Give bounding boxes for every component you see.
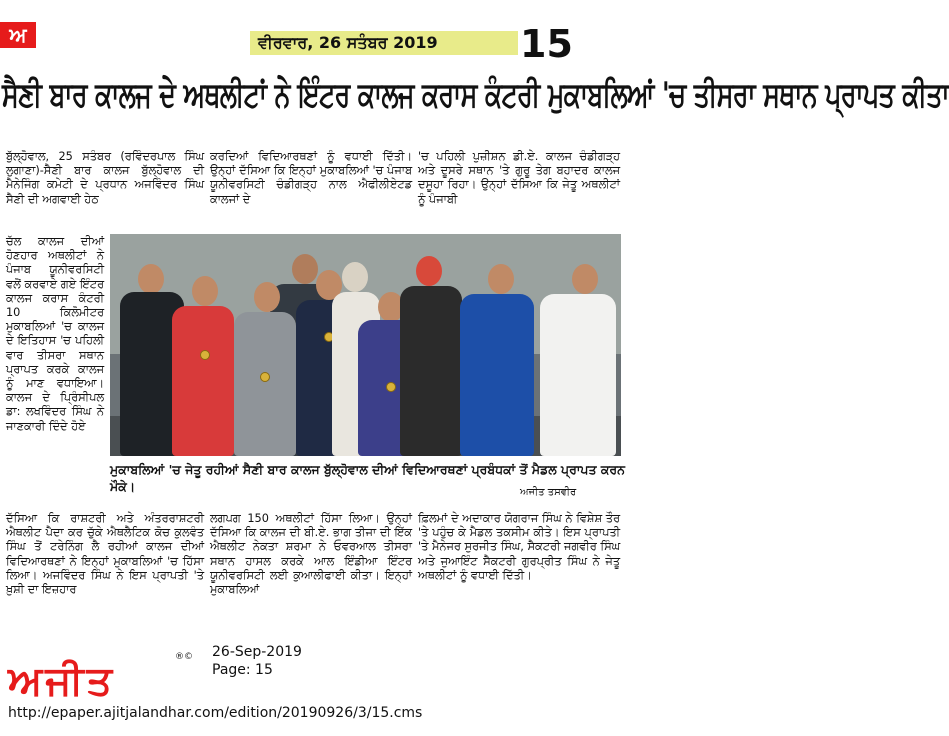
photo-person-head bbox=[572, 264, 598, 294]
photo-credit: ਅਜੀਤ ਤਸਵੀਰ bbox=[520, 487, 577, 498]
article-col1-bottom: ਦੱਸਿਆ ਕਿ ਰਾਸ਼ਟਰੀ ਅਤੇ ਅੰਤਰਰਾਸ਼ਟਰੀ ਐਥਲੀਟ ਪੈਦਾ ਕਰ ਚੁੱਕੇ ਐਥਲੈਟਿਕ ਕੋਚ ਕੁਲਵੰਤ ਸਿੰਘ ਤੋਂ ਟਰੇਨਿੰਗ ਲੈ ਰਹੀਆਂ ਕਾਲਜ ਦੀਆਂ ਵਿਦਿਆਰਥਣਾਂ ਨੇ ਇਨ੍ਹਾਂ ਮੁਕਾਬਲਿਆਂ 'ਚ ਹਿੱਸਾ ਲਿਆ। ਅਜਵਿੰਦਰ ਸਿੰਘ ਨੇ ਇਸ ਪ੍ਰਾਪਤੀ 'ਤੇ ਖ਼ੁਸ਼ੀ ਦਾ ਇਜ਼ਹਾਰ bbox=[6, 512, 204, 597]
article-col3-bottom: ਫ਼ਿਲਮਾਂ ਦੇ ਅਦਾਕਾਰ ਯੋਗਰਾਜ ਸਿੰਘ ਨੇ ਵਿਸ਼ੇਸ਼ ਤੌਰ 'ਤੇ ਪਹੁੰਚ ਕੇ ਮੈਡਲ ਤਕਸੀਮ ਕੀਤੇ। ਇਸ ਪ੍ਰਾਪਤੀ 'ਤੇ ਮੈਨੇਜਰ ਸੁਰਜੀਤ ਸਿੰਘ, ਸੈਕਟਰੀ ਜਗਵੀਰ ਸਿੰਘ ਅਤੇ ਜੁਆਇੰਟ ਸੈਕਟਰੀ ਗੁਰਪ੍ਰੀਤ ਸਿੰਘ ਨੇ ਜੇਤੂ ਅਥਲੀਟਾਂ ਨੂੰ ਵਧਾਈ ਦਿੱਤੀ। bbox=[418, 512, 620, 582]
photo-person bbox=[234, 312, 296, 456]
photo-person bbox=[460, 294, 534, 456]
photo-person bbox=[172, 306, 234, 456]
article-col1-top: ਬੁੱਲ੍ਹੋਵਾਲ, 25 ਸਤੰਬਰ (ਰਵਿੰਦਰਪਾਲ ਸਿੰਘ ਲੁਗਾਣਾ)-ਸੈਣੀ ਬਾਰ ਕਾਲਜ ਬੁੱਲ੍ਹੋਵਾਲ ਦੀ ਮੈਨੇਜਿੰਗ ਕਮੇਟੀ ਦੇ ਪ੍ਰਧਾਨ ਅਜਵਿੰਦਰ ਸਿੰਘ ਸੈਣੀ ਦੀ ਅਗਵਾਈ ਹੇਠ bbox=[6, 150, 204, 206]
footer-page: Page: 15 bbox=[212, 662, 273, 678]
photo-person-head bbox=[342, 262, 368, 292]
photo-person bbox=[540, 294, 616, 456]
photo-person-head bbox=[488, 264, 514, 294]
masthead-page-number: 15 bbox=[520, 22, 573, 66]
masthead-logo-fragment: ਅ bbox=[0, 22, 36, 48]
photo-caption: ਮੁਕਾਬਲਿਆਂ 'ਚ ਜੇਤੂ ਰਹੀਆਂ ਸੈਣੀ ਬਾਰ ਕਾਲਜ ਬੁੱਲ੍ਹੋਵਾਲ ਦੀਆਂ ਵਿਦਿਆਰਥਣਾਂ ਪ੍ਰਬੰਧਕਾਂ ਤੋਂ ਮੈਡਲ ਪ੍ਰਾਪਤ ਕਰਨ ਮੌਕੇ। bbox=[110, 462, 625, 494]
news-photo bbox=[110, 234, 621, 456]
article-col3-top: 'ਚ ਪਹਿਲੀ ਪੁਜ਼ੀਸ਼ਨ ਡੀ.ਏ. ਕਾਲਜ ਚੰਡੀਗੜ੍ਹ ਅਤੇ ਦੂਸਰੇ ਸਥਾਨ 'ਤੇ ਗੁਰੂ ਤੇਗ ਬਹਾਦਰ ਕਾਲਜ ਦਸੂਹਾ ਰਿਹਾ। ਉਨ੍ਹਾਂ ਦੱਸਿਆ ਕਿ ਜੇਤੂ ਅਥਲੀਟਾਂ ਨੂੰ ਪੰਜਾਬੀ bbox=[418, 150, 620, 206]
medal-icon bbox=[200, 350, 210, 360]
registered-mark: ®© bbox=[175, 652, 193, 662]
article-headline: ਸੈਣੀ ਬਾਰ ਕਾਲਜ ਦੇ ਅਥਲੀਟਾਂ ਨੇ ਇੰਟਰ ਕਾਲਜ ਕਰਾਸ ਕੰਟਰੀ ਮੁਕਾਬਲਿਆਂ 'ਚ ਤੀਸਰਾ ਸਥਾਨ ਪ੍ਰਾਪਤ ਕੀਤਾ bbox=[2, 74, 949, 114]
photo-person-head bbox=[138, 264, 164, 294]
article-col2-top: ਕਰਦਿਆਂ ਵਿਦਿਆਰਥਣਾਂ ਨੂੰ ਵਧਾਈ ਦਿੱਤੀ। ਉਨ੍ਹਾਂ ਦੱਸਿਆ ਕਿ ਇਨ੍ਹਾਂ ਮੁਕਾਬਲਿਆਂ 'ਚ ਪੰਜਾਬ ਯੂਨੀਵਰਸਿਟੀ ਚੰਡੀਗੜ੍ਹ ਨਾਲ ਐਫੀਲੀਏਟਡ ਕਾਲਜਾਂ ਦੇ bbox=[210, 150, 412, 206]
photo-person bbox=[400, 286, 462, 456]
medal-icon bbox=[260, 372, 270, 382]
footer-date: 26-Sep-2019 bbox=[212, 644, 302, 660]
photo-person-head bbox=[292, 254, 318, 284]
article-col2-bottom: ਲਗਪਗ 150 ਅਥਲੀਟਾਂ ਹਿੱਸਾ ਲਿਆ। ਉਨ੍ਹਾਂ ਦੱਸਿਆ ਕਿ ਕਾਲਜ ਦੀ ਬੀ.ਏ. ਭਾਗ ਤੀਜਾ ਦੀ ਇੱਕ ਐਥਲੀਟ ਨੇਕਤਾ ਸ਼ਰਮਾ ਨੇ ਓਵਰਆਲ ਤੀਸਰਾ ਸਥਾਨ ਹਾਸਲ ਕਰਕੇ ਆਲ ਇੰਡੀਆ ਇੰਟਰ ਯੂਨੀਵਰਸਿਟੀ ਲਈ ਕੁਆਲੀਫਾਈ ਕੀਤਾ। ਇਨ੍ਹਾਂ ਮੁਕਾਬਲਿਆਂ bbox=[210, 512, 412, 597]
masthead-date: ਵੀਰਵਾਰ, 26 ਸਤੰਬਰ 2019 bbox=[250, 31, 518, 55]
medal-icon bbox=[386, 382, 396, 392]
ajit-logo-text: ਅਜੀਤ bbox=[8, 658, 116, 704]
photo-person-head bbox=[416, 256, 442, 286]
photo-person-head bbox=[192, 276, 218, 306]
article-col1-side: ਚੱਲ ਕਾਲਜ ਦੀਆਂ ਹੋਣਹਾਰ ਅਥਲੀਟਾਂ ਨੇ ਪੰਜਾਬ ਯੂਨੀਵਰਸਿਟੀ ਵਲੋਂ ਕਰਵਾਏ ਗਏ ਇੰਟਰ ਕਾਲਜ ਕਰਾਸ ਕੰਟਰੀ 10 ਕਿਲੋਮੀਟਰ ਮੁਕਾਬਲਿਆਂ 'ਚ ਕਾਲਜ ਦੇ ਇਤਿਹਾਸ 'ਚ ਪਹਿਲੀ ਵਾਰ ਤੀਸਰਾ ਸਥਾਨ ਪ੍ਰਾਪਤ ਕਰਕੇ ਕਾਲਜ ਨੂੰ ਮਾਣ ਵਧਾਇਆ। ਕਾਲਜ ਦੇ ਪ੍ਰਿੰਸੀਪਲ ਡਾ: ਲਖਵਿੰਦਰ ਸਿੰਘ ਨੇ ਜਾਣਕਾਰੀ ਦਿੰਦੇ ਹੋਏ bbox=[6, 235, 104, 433]
ajit-logo bbox=[8, 660, 198, 702]
footer-date-block bbox=[212, 643, 302, 679]
photo-person-head bbox=[254, 282, 280, 312]
page-url[interactable]: http://epaper.ajitjalandhar.com/edition/20190926/3/15.cms bbox=[8, 705, 423, 721]
